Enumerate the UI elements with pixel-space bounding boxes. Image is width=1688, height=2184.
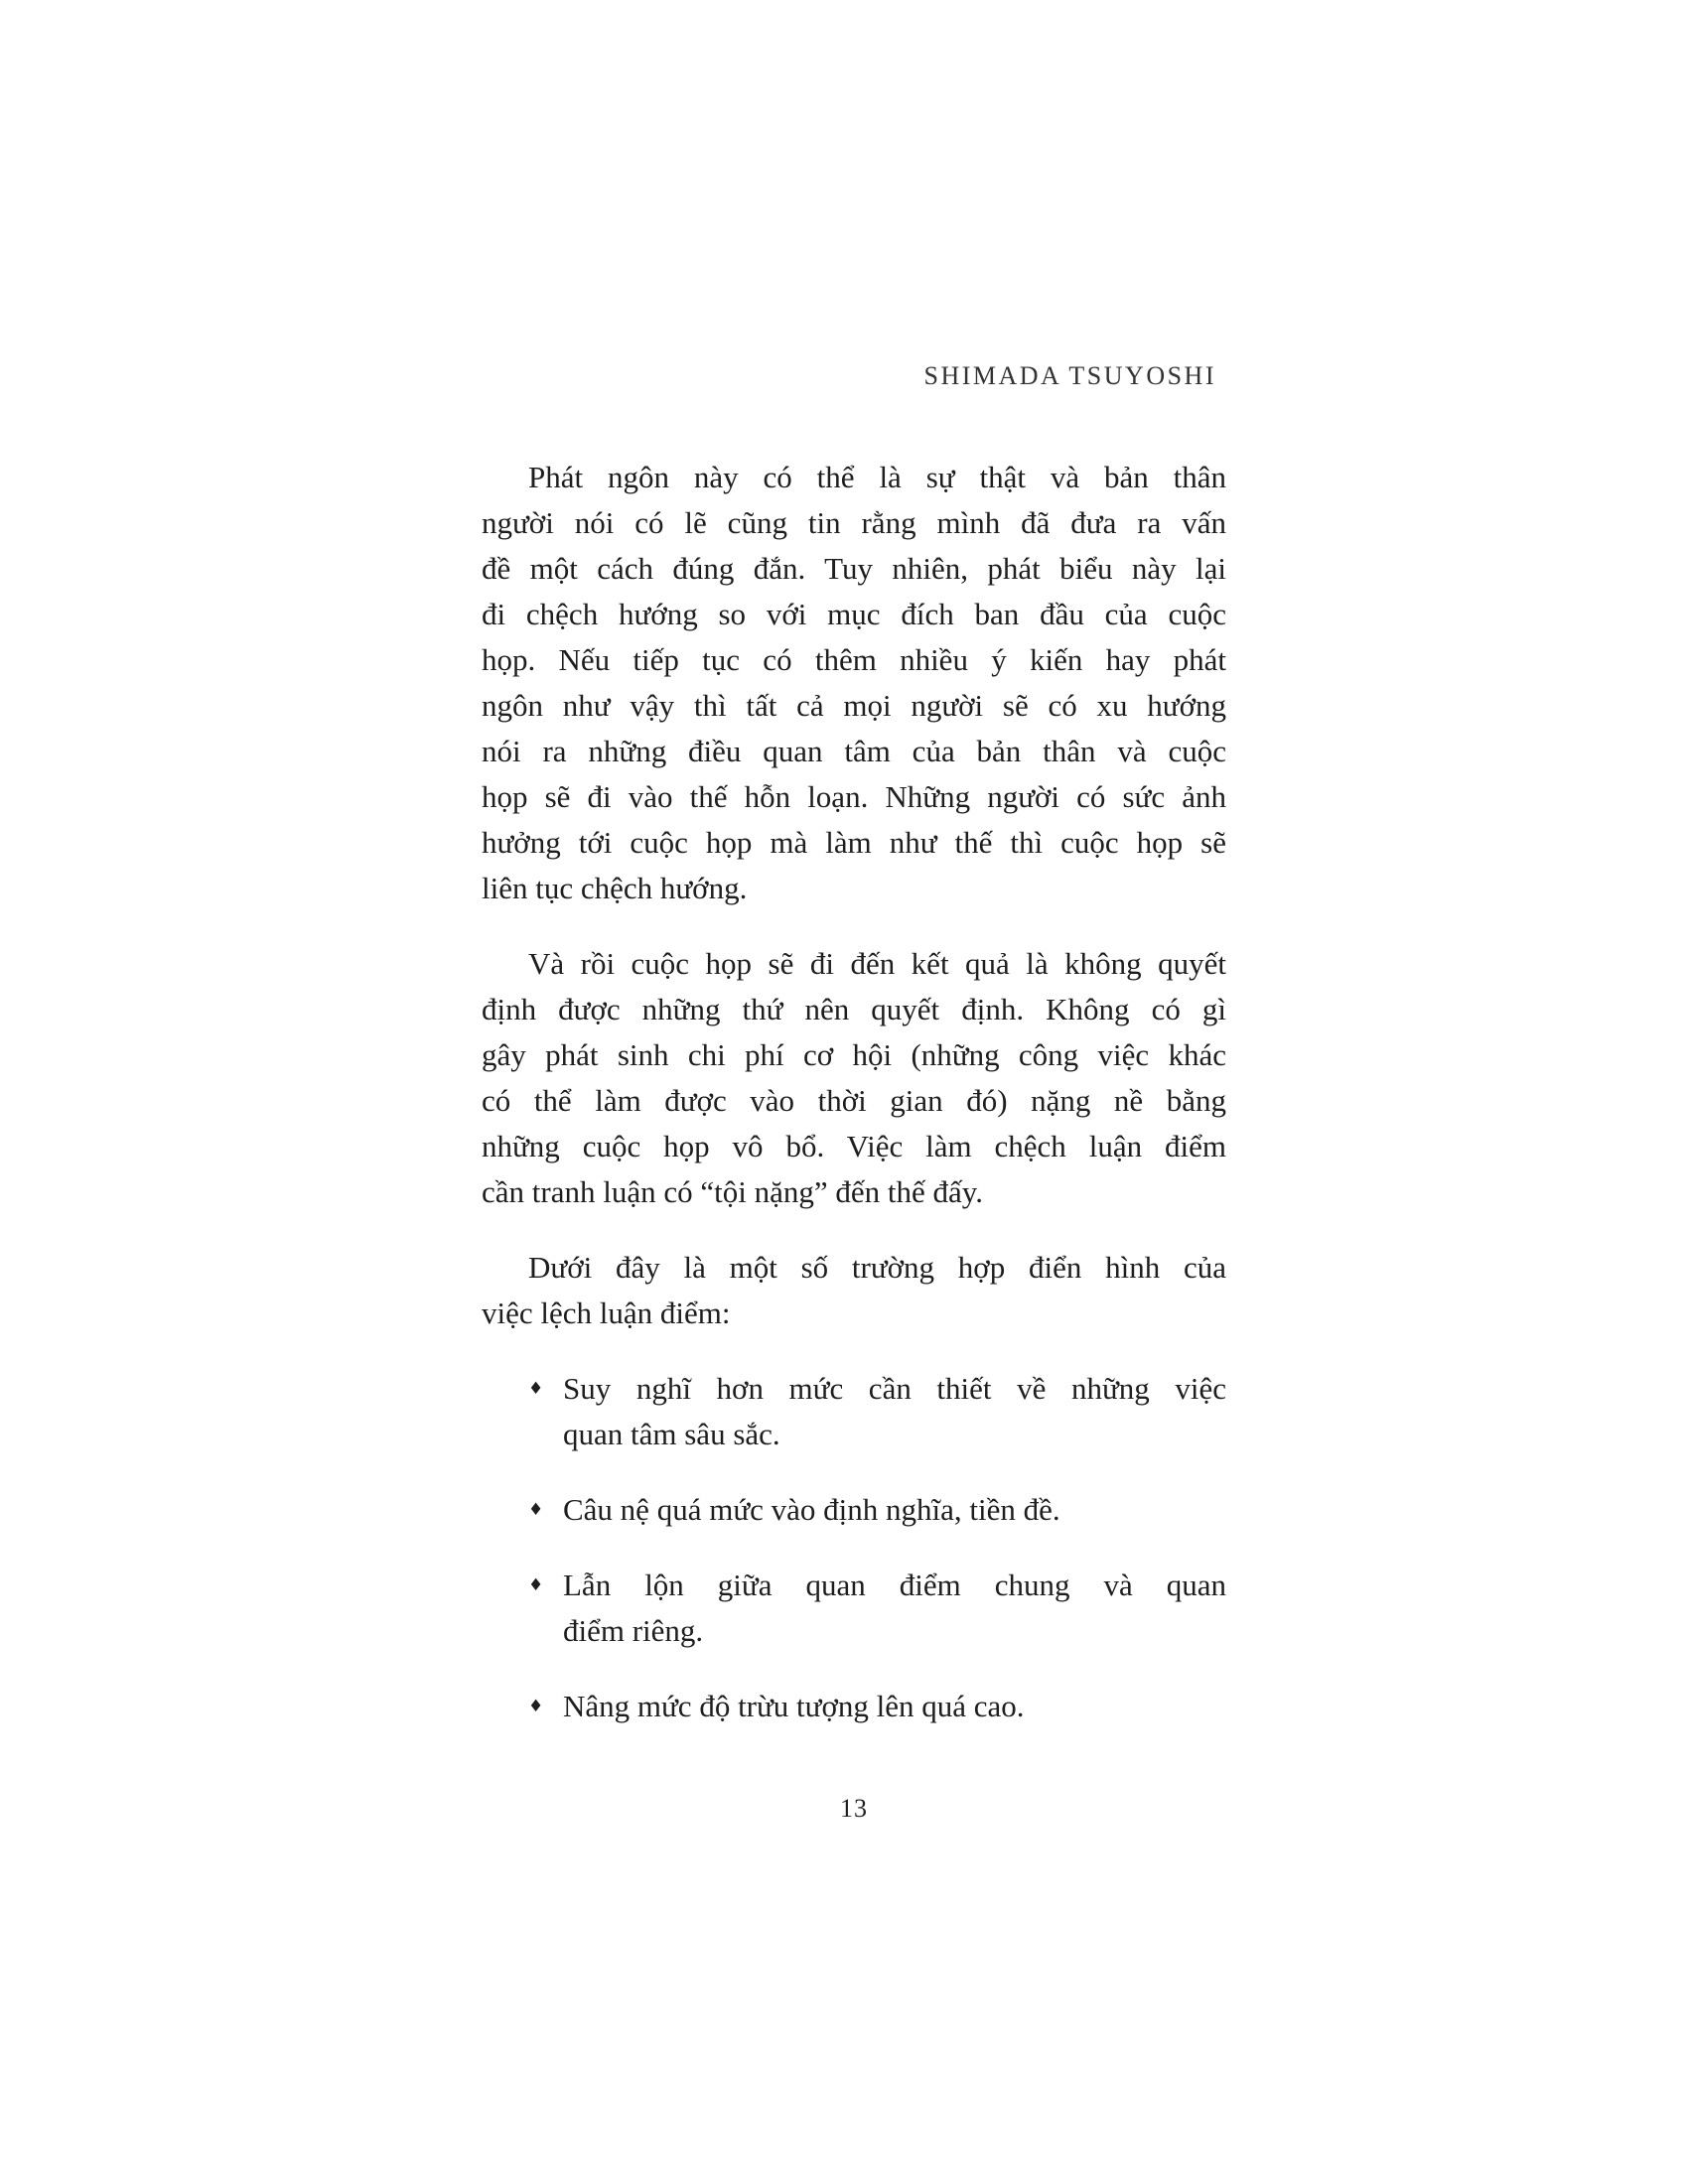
text-line: Và rồi cuộc họp sẽ đi đến kết quả là không quyết <box>528 946 1226 981</box>
bullet-item-3 <box>482 1563 1226 1654</box>
text-line: họp. Nếu tiếp tục có thêm nhiều ý kiến hay phát <box>482 642 1226 677</box>
text-line: điểm riêng. <box>563 1613 704 1648</box>
bullet-text <box>563 1684 1226 1729</box>
text-line: họp sẽ đi vào thế hỗn loạn. Những người có sức ảnh <box>482 779 1226 814</box>
text-line: quan tâm sâu sắc. <box>563 1417 780 1451</box>
text-line: hưởng tới cuộc họp mà làm như thế thì cuộc họp sẽ <box>482 825 1226 860</box>
bullet-text <box>563 1487 1226 1533</box>
text-line: liên tục chệch hướng. <box>482 871 748 905</box>
bullet-item-1 <box>482 1366 1226 1457</box>
text-block <box>482 455 1226 1759</box>
text-line: gây phát sinh chi phí cơ hội (những công việc khác <box>482 1037 1226 1072</box>
bullet-text <box>563 1366 1226 1457</box>
diamond-bullet-icon: ♦ <box>528 1697 544 1716</box>
paragraph-1 <box>482 455 1226 911</box>
text-line: ngôn như vậy thì tất cả mọi người sẽ có xu hướng <box>482 688 1226 723</box>
text-line: đi chệch hướng so với mục đích ban đầu của cuộc <box>482 597 1226 631</box>
text-line: đề một cách đúng đắn. Tuy nhiên, phát biểu này lại <box>482 551 1226 586</box>
text-line: có thể làm được vào thời gian đó) nặng nề bằng <box>482 1083 1226 1118</box>
paragraph-2 <box>482 941 1226 1215</box>
diamond-bullet-icon: ♦ <box>528 1379 544 1399</box>
text-line: những cuộc họp vô bổ. Việc làm chệch luận điểm <box>482 1129 1226 1163</box>
paragraph-3 <box>482 1245 1226 1336</box>
text-line: định được những thứ nên quyết định. Không có gì <box>482 992 1226 1026</box>
text-line: Lẫn lộn giữa quan điểm chung và quan <box>563 1568 1226 1602</box>
text-line: Phát ngôn này có thể là sự thật và bản thân <box>528 460 1226 494</box>
text-line: cần tranh luận có “tội nặng” đến thế đấy. <box>482 1174 983 1209</box>
text-line: Dưới đây là một số trường hợp điển hình của <box>528 1250 1226 1285</box>
running-head: SHIMADA TSUYOSHI <box>923 361 1216 390</box>
text-line: Câu nệ quá mức vào định nghĩa, tiền đề. <box>563 1492 1060 1527</box>
diamond-bullet-icon: ♦ <box>528 1575 544 1595</box>
text-line: người nói có lẽ cũng tin rằng mình đã đưa ra vấn <box>482 505 1226 540</box>
text-line: nói ra những điều quan tâm của bản thân và cuộc <box>482 734 1226 768</box>
bullet-item-4 <box>482 1684 1226 1729</box>
text-line: Suy nghĩ hơn mức cần thiết về những việc <box>563 1371 1226 1406</box>
bullet-item-2 <box>482 1487 1226 1533</box>
text-line: Nâng mức độ trừu tượng lên quá cao. <box>563 1689 1025 1723</box>
diamond-bullet-icon: ♦ <box>528 1500 544 1520</box>
bullet-text <box>563 1563 1226 1654</box>
text-line: việc lệch luận điểm: <box>482 1296 731 1330</box>
page-number: 13 <box>840 1794 868 1823</box>
